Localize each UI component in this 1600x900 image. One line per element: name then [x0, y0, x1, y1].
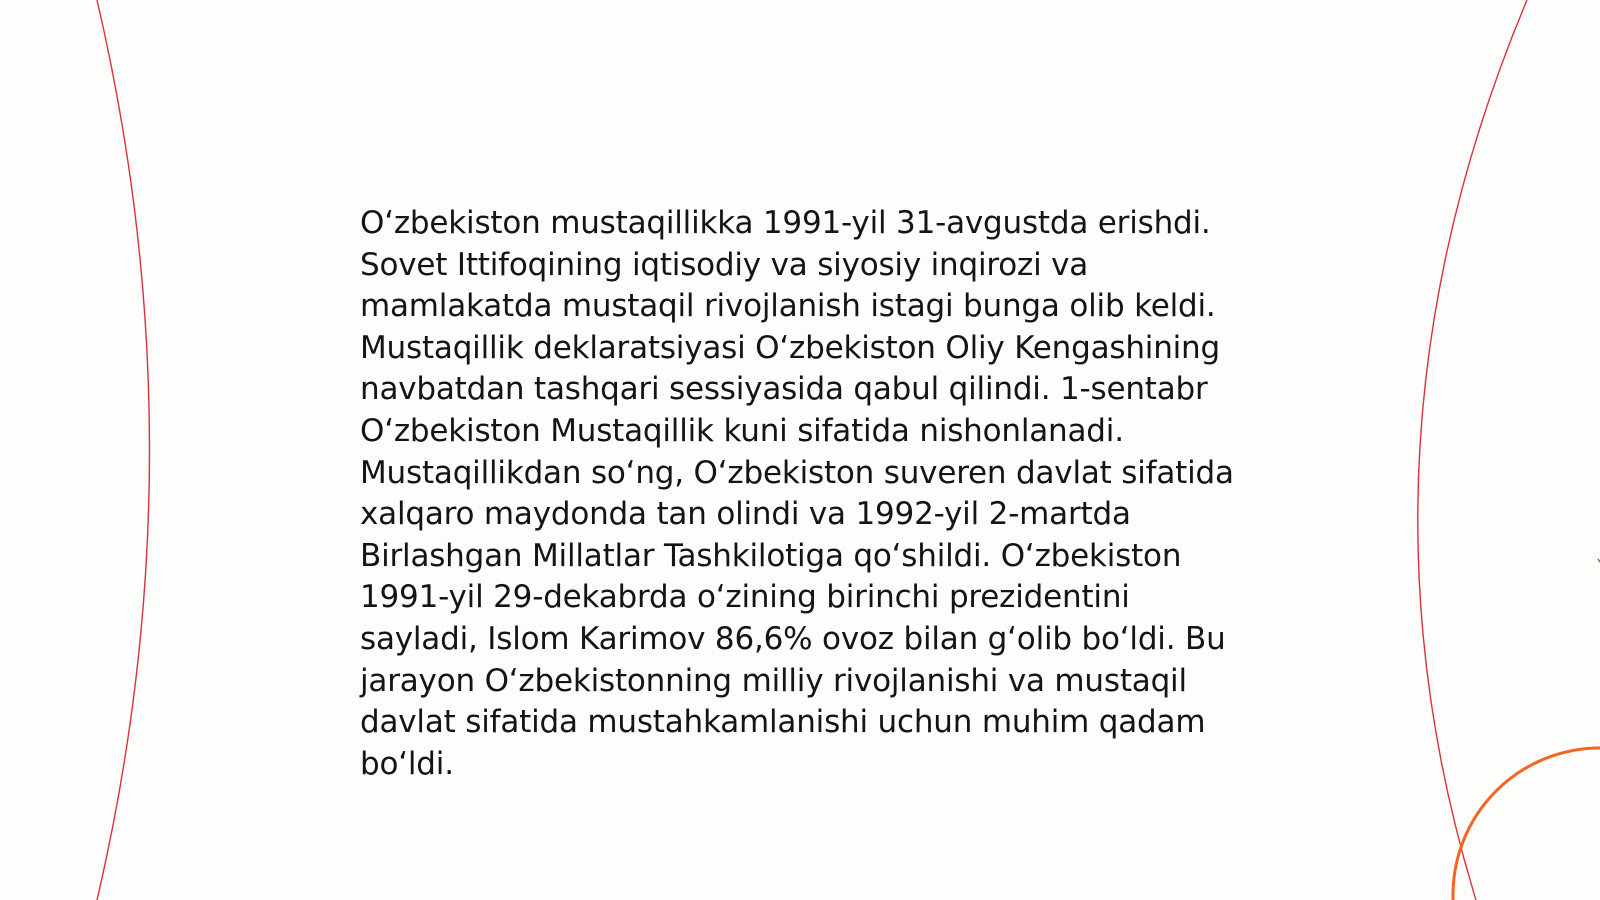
body-paragraph: O‘zbekiston mustaqillikka 1991-yil 31-avgustda erishdi. Sovet Ittifoqining iqtisodiy va siyosiy inqirozi va mamlakatda mustaqil rivojlanish istagi bunga olib keldi. Mustaqillik deklaratsiyasi O‘zbekiston Oliy Kengashining navbatdan tashqari sessiyasida qabul qilindi. 1-sentabr O‘zbekiston Mustaqillik kuni sifatida nishonlanadi. Mustaqillikdan so‘ng, O‘zbekiston suveren davlat sifatida xalqaro maydonda tan olindi va 1992-yil 2-martda Birlashgan Millatlar Tashkilotiga qo‘shildi. O‘zbekiston 1991-yil 29-dekabrda o‘zining birinchi prezidentini sayladi, Islom Karimov 86,6% ovoz bilan g‘olib bo‘ldi. Bu jarayon O‘zbekistonning milliy rivojlanishi va mustaqil davlat sifatida mustahkamlanishi uchun muhim qadam bo‘ldi.	[360, 205, 1234, 782]
right-curve-line	[1418, 0, 1527, 900]
orange-circle-outline	[1453, 748, 1600, 900]
left-curve-line	[97, 0, 150, 900]
